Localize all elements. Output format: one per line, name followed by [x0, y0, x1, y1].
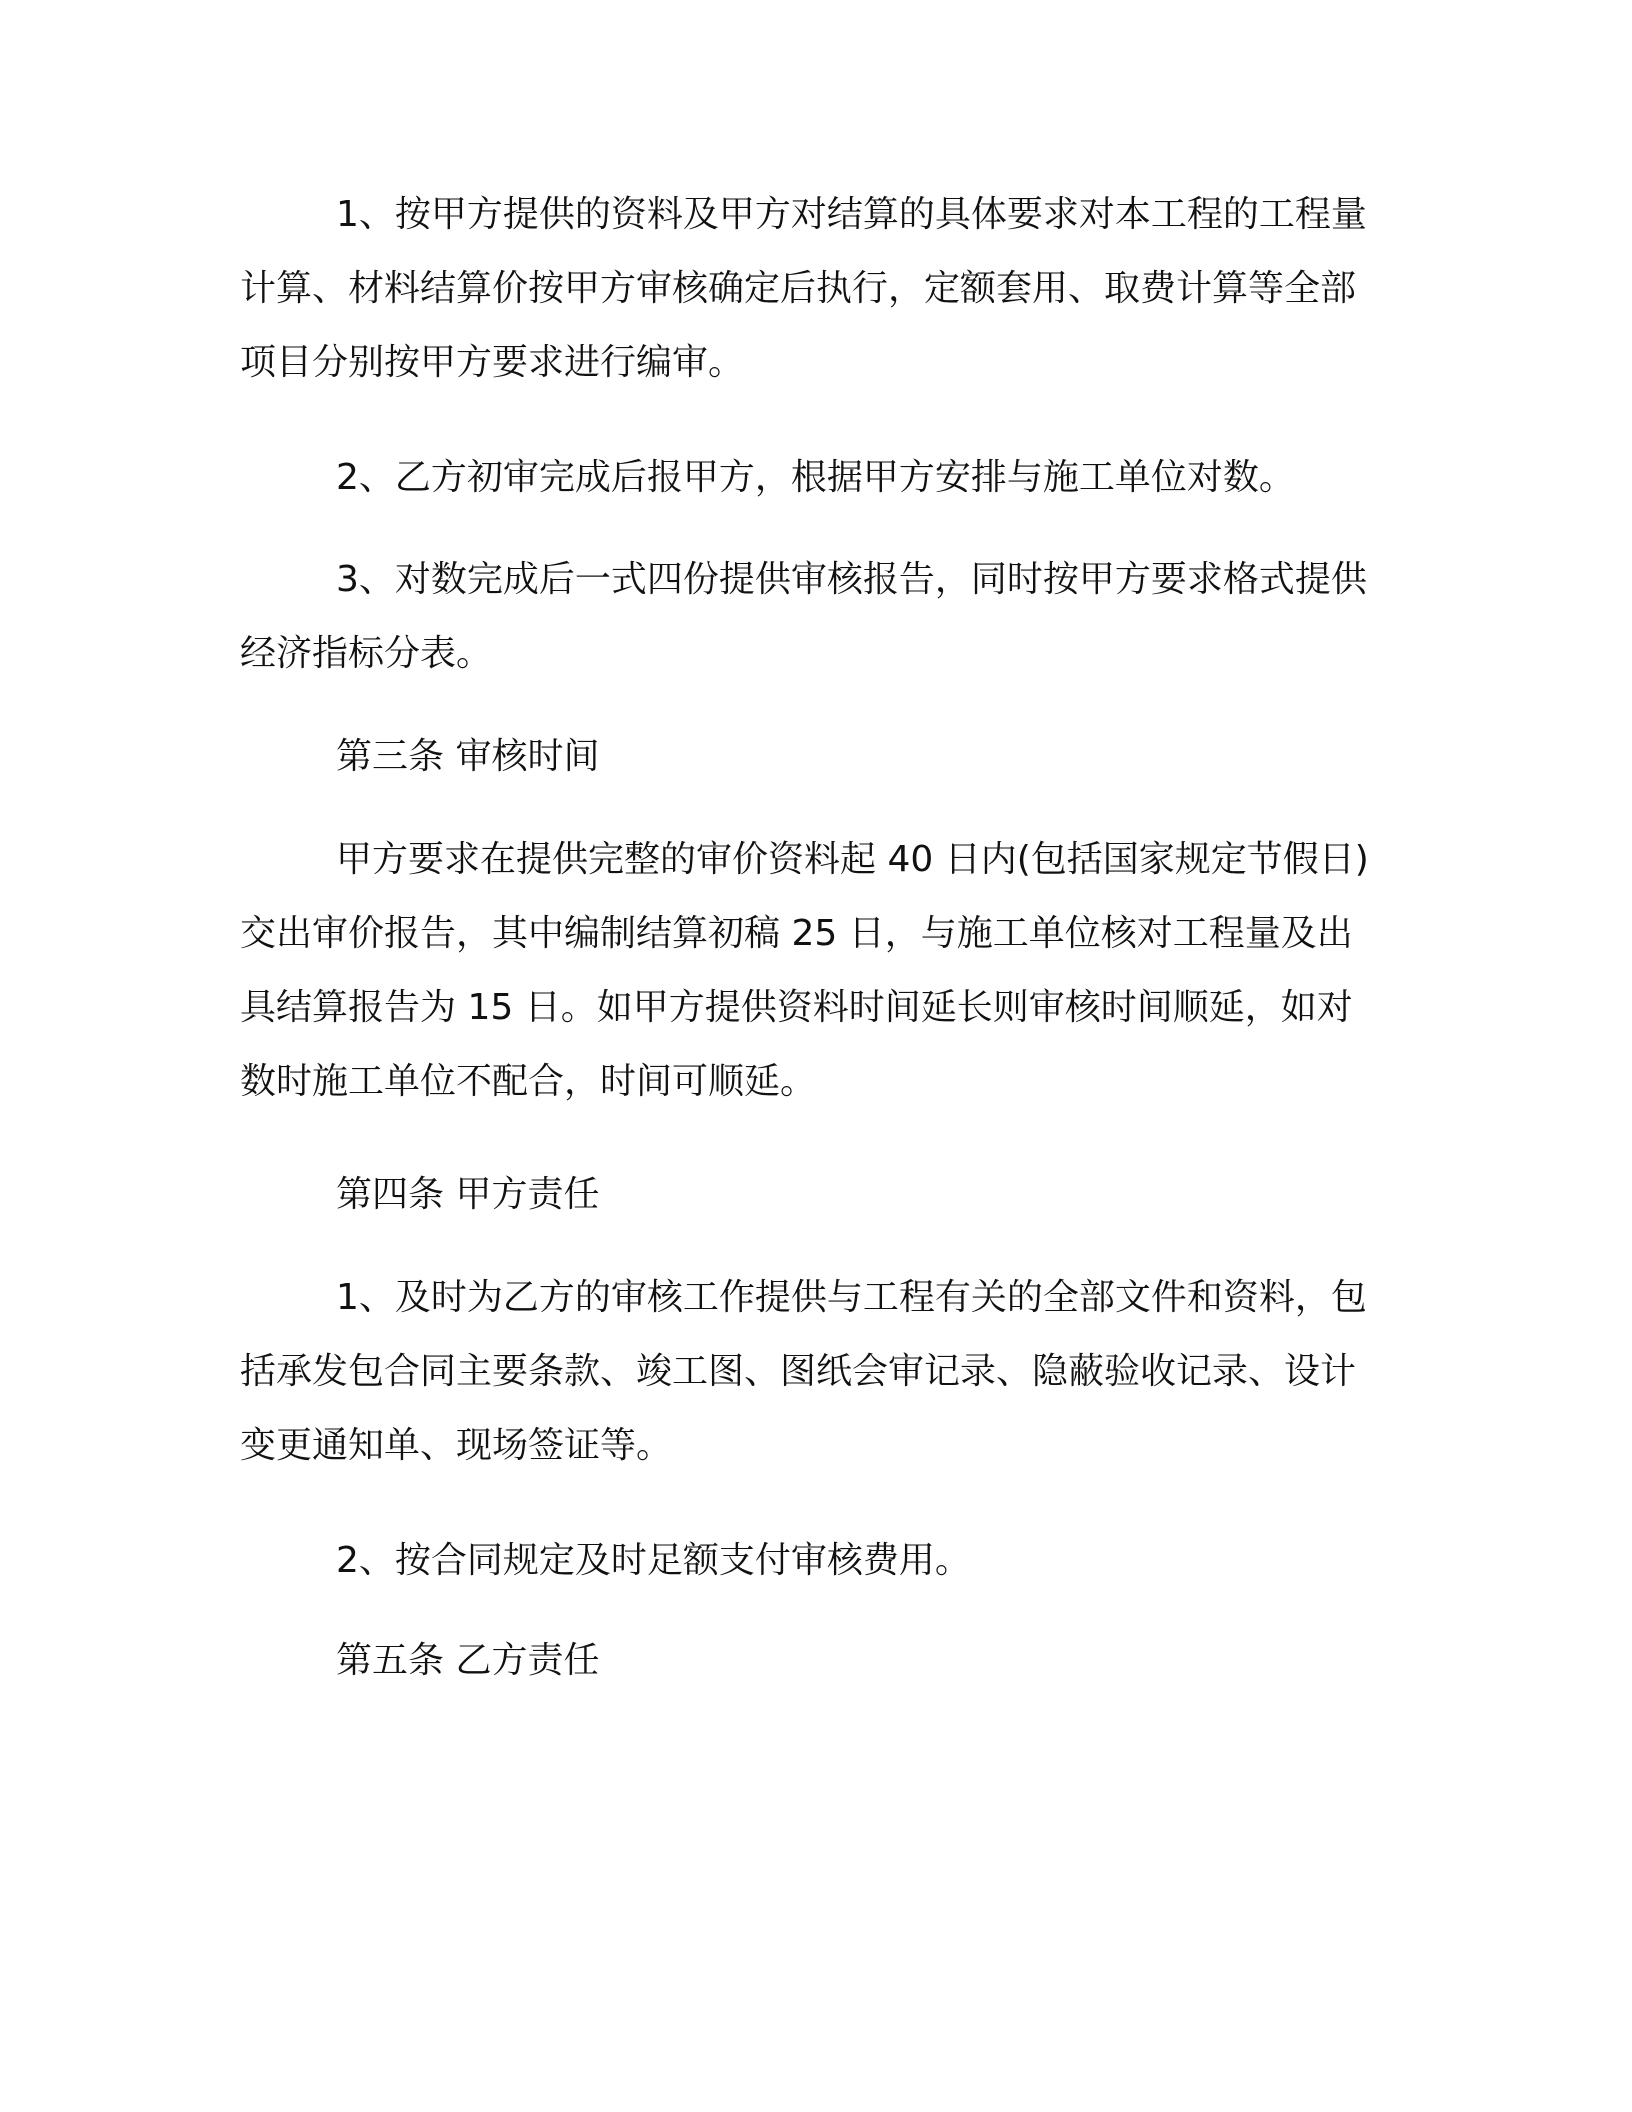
clause-3-heading: 第三条 审核时间 — [336, 736, 600, 777]
clause-4-item-1: 1、及时为乙方的审核工作提供与工程有关的全部文件和资料，包括承发包合同主要条款、竣工图、图纸会审记录、隐蔽验收记录、设计变更通知单、现场签证等。 — [240, 1277, 1367, 1466]
clause-4-heading: 第四条 甲方责任 — [336, 1174, 600, 1215]
clause-2-item-1: 1、按甲方提供的资料及甲方对结算的具体要求对本工程的工程量计算、材料结算价按甲方审核确定后执行，定额套用、取费计算等全部项目分别按甲方要求进行编审。 — [240, 194, 1367, 383]
clause-2-item-3: 3、对数完成后一式四份提供审核报告，同时按甲方要求格式提供经济指标分表。 — [240, 559, 1367, 674]
clause-5-heading: 第五条 乙方责任 — [336, 1640, 600, 1681]
clause-3-body: 甲方要求在提供完整的审价资料起 40 日内(包括国家规定节假日)交出审价报告，其中编制结算初稿 25 日，与施工单位核对工程量及出具结算报告为 15 日。如甲方提供资料时间延长则审核时间顺延，如对数时施工单位不配合，时间可顺延。 — [240, 839, 1369, 1102]
clause-2-item-2: 2、乙方初审完成后报甲方，根据甲方安排与施工单位对数。 — [336, 457, 1295, 498]
clause-4-item-2: 2、按合同规定及时足额支付审核费用。 — [336, 1540, 971, 1581]
